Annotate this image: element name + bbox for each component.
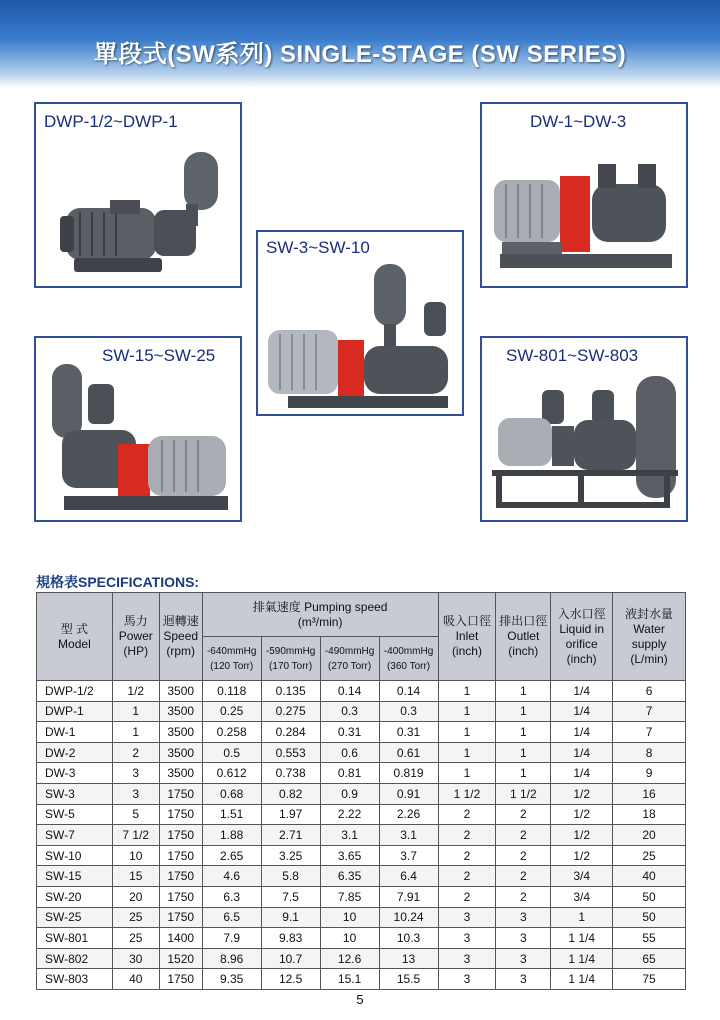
table-cell: 1/2 bbox=[551, 845, 613, 866]
table-cell: 0.258 bbox=[202, 722, 261, 743]
table-cell: 3.1 bbox=[379, 825, 438, 846]
product-label: DW-1~DW-3 bbox=[530, 112, 627, 131]
table-cell: 7 bbox=[613, 722, 686, 743]
table-cell: 6.5 bbox=[202, 907, 261, 928]
table-cell: 1750 bbox=[159, 969, 202, 990]
table-cell: 3 bbox=[438, 928, 496, 949]
header-pressure-640: -640mmHg (120 Torr) bbox=[202, 637, 261, 681]
table-cell: 25 bbox=[112, 928, 159, 949]
table-cell: 3 bbox=[496, 948, 551, 969]
table-cell: 3.65 bbox=[320, 845, 379, 866]
table-cell: 0.68 bbox=[202, 783, 261, 804]
table-cell: 1.51 bbox=[202, 804, 261, 825]
table-cell: 1 1/2 bbox=[438, 783, 496, 804]
table-cell: 1750 bbox=[159, 886, 202, 907]
table-cell: 30 bbox=[112, 948, 159, 969]
pump-illustration bbox=[44, 360, 238, 516]
table-cell: 1/2 bbox=[112, 681, 159, 702]
table-cell: 6.4 bbox=[379, 866, 438, 887]
table-cell: 40 bbox=[112, 969, 159, 990]
table-cell: 1.97 bbox=[261, 804, 320, 825]
model-cell: SW-7 bbox=[37, 825, 113, 846]
table-cell: 3.1 bbox=[320, 825, 379, 846]
table-cell: 1 bbox=[496, 681, 551, 702]
product-card-dwp bbox=[34, 102, 242, 288]
table-cell: 65 bbox=[613, 948, 686, 969]
header-outlet: 排出口徑 Outlet (inch) bbox=[496, 593, 551, 681]
table-cell: 0.284 bbox=[261, 722, 320, 743]
table-cell: 50 bbox=[613, 886, 686, 907]
table-cell: 1/4 bbox=[551, 763, 613, 784]
model-cell: SW-3 bbox=[37, 783, 113, 804]
table-cell: 3 bbox=[496, 907, 551, 928]
table-cell: 0.14 bbox=[379, 681, 438, 702]
table-cell: 1/2 bbox=[551, 825, 613, 846]
table-row bbox=[37, 886, 686, 907]
table-cell: 3 bbox=[438, 907, 496, 928]
model-cell: SW-10 bbox=[37, 845, 113, 866]
pump-illustration bbox=[56, 138, 236, 284]
table-cell: 0.9 bbox=[320, 783, 379, 804]
table-row bbox=[37, 928, 686, 949]
model-cell: DWP-1 bbox=[37, 701, 113, 722]
table-cell: 10 bbox=[320, 928, 379, 949]
product-card-dw bbox=[480, 102, 688, 288]
table-cell: 2 bbox=[496, 866, 551, 887]
table-cell: 0.91 bbox=[379, 783, 438, 804]
table-row bbox=[37, 783, 686, 804]
table-cell: 15.5 bbox=[379, 969, 438, 990]
table-cell: 3500 bbox=[159, 742, 202, 763]
table-cell: 2.26 bbox=[379, 804, 438, 825]
header-banner bbox=[0, 0, 720, 88]
table-cell: 0.135 bbox=[261, 681, 320, 702]
table-cell: 1 bbox=[551, 907, 613, 928]
header-water-supply: 液封水量 Water supply (L/min) bbox=[613, 593, 686, 681]
table-row bbox=[37, 969, 686, 990]
table-cell: 1/2 bbox=[551, 804, 613, 825]
table-cell: 40 bbox=[613, 866, 686, 887]
table-cell: 0.25 bbox=[202, 701, 261, 722]
table-cell: 2 bbox=[496, 886, 551, 907]
table-cell: 7.9 bbox=[202, 928, 261, 949]
table-cell: 3 bbox=[112, 763, 159, 784]
table-cell: 0.82 bbox=[261, 783, 320, 804]
model-cell: SW-801 bbox=[37, 928, 113, 949]
table-cell: 20 bbox=[112, 886, 159, 907]
table-cell: 9.83 bbox=[261, 928, 320, 949]
table-cell: 3/4 bbox=[551, 866, 613, 887]
table-cell: 4.6 bbox=[202, 866, 261, 887]
table-cell: 0.3 bbox=[379, 701, 438, 722]
table-cell: 1 bbox=[112, 701, 159, 722]
table-cell: 1520 bbox=[159, 948, 202, 969]
header-model: 型 式 Model bbox=[37, 593, 113, 681]
table-cell: 3.25 bbox=[261, 845, 320, 866]
page-title: 單段式(SW系列) SINGLE-STAGE (SW SERIES) bbox=[93, 41, 627, 68]
table-row bbox=[37, 722, 686, 743]
table-cell: 7 1/2 bbox=[112, 825, 159, 846]
table-cell: 1/4 bbox=[551, 742, 613, 763]
table-cell: 1750 bbox=[159, 804, 202, 825]
table-cell: 1/4 bbox=[551, 681, 613, 702]
specifications-heading: 規格表SPECIFICATIONS: bbox=[36, 574, 200, 590]
table-cell: 1 bbox=[112, 722, 159, 743]
table-cell: 10.7 bbox=[261, 948, 320, 969]
table-cell: 15 bbox=[112, 866, 159, 887]
specifications-table bbox=[36, 592, 686, 990]
table-cell: 2.71 bbox=[261, 825, 320, 846]
table-cell: 6.3 bbox=[202, 886, 261, 907]
header-pressure-490: -490mmHg (270 Torr) bbox=[320, 637, 379, 681]
table-cell: 1 1/4 bbox=[551, 928, 613, 949]
table-cell: 8.96 bbox=[202, 948, 261, 969]
table-cell: 1 bbox=[496, 722, 551, 743]
table-row bbox=[37, 948, 686, 969]
table-row bbox=[37, 681, 686, 702]
table-cell: 12.6 bbox=[320, 948, 379, 969]
table-cell: 1400 bbox=[159, 928, 202, 949]
header-liquid-in-orifice: 入水口徑 Liquid in orifice (inch) bbox=[551, 593, 613, 681]
table-cell: 1 bbox=[438, 722, 496, 743]
table-cell: 0.738 bbox=[261, 763, 320, 784]
table-cell: 10 bbox=[320, 907, 379, 928]
model-cell: DW-1 bbox=[37, 722, 113, 743]
table-cell: 7 bbox=[613, 701, 686, 722]
model-cell: DW-3 bbox=[37, 763, 113, 784]
table-cell: 2 bbox=[112, 742, 159, 763]
model-cell: SW-20 bbox=[37, 886, 113, 907]
header-pressure-590: -590mmHg (170 Torr) bbox=[261, 637, 320, 681]
table-cell: 1.88 bbox=[202, 825, 261, 846]
table-cell: 2 bbox=[496, 804, 551, 825]
table-cell: 1/4 bbox=[551, 722, 613, 743]
table-cell: 1 1/4 bbox=[551, 948, 613, 969]
product-card-sw15 bbox=[34, 336, 242, 522]
table-cell: 5 bbox=[112, 804, 159, 825]
table-cell: 2 bbox=[438, 886, 496, 907]
product-label: SW-801~SW-803 bbox=[506, 346, 639, 365]
table-cell: 3/4 bbox=[551, 886, 613, 907]
table-cell: 7.5 bbox=[261, 886, 320, 907]
table-cell: 13 bbox=[379, 948, 438, 969]
table-cell: 3 bbox=[438, 969, 496, 990]
specifications-body bbox=[37, 681, 686, 990]
table-cell: 0.14 bbox=[320, 681, 379, 702]
table-cell: 3 bbox=[496, 928, 551, 949]
table-cell: 0.275 bbox=[261, 701, 320, 722]
model-cell: DWP-1/2 bbox=[37, 681, 113, 702]
table-cell: 10.3 bbox=[379, 928, 438, 949]
table-cell: 2 bbox=[496, 825, 551, 846]
table-cell: 1 bbox=[438, 763, 496, 784]
table-cell: 0.819 bbox=[379, 763, 438, 784]
model-cell: DW-2 bbox=[37, 742, 113, 763]
table-cell: 3500 bbox=[159, 722, 202, 743]
model-cell: SW-25 bbox=[37, 907, 113, 928]
table-row bbox=[37, 825, 686, 846]
table-cell: 1 1/4 bbox=[551, 969, 613, 990]
table-cell: 6.35 bbox=[320, 866, 379, 887]
table-cell: 2 bbox=[438, 825, 496, 846]
table-cell: 1750 bbox=[159, 845, 202, 866]
table-cell: 7.91 bbox=[379, 886, 438, 907]
table-cell: 2 bbox=[438, 804, 496, 825]
table-cell: 8 bbox=[613, 742, 686, 763]
table-cell: 0.61 bbox=[379, 742, 438, 763]
table-cell: 3500 bbox=[159, 701, 202, 722]
pump-illustration bbox=[488, 368, 684, 518]
table-row bbox=[37, 763, 686, 784]
table-row bbox=[37, 701, 686, 722]
table-cell: 50 bbox=[613, 907, 686, 928]
table-cell: 25 bbox=[613, 845, 686, 866]
model-cell: SW-5 bbox=[37, 804, 113, 825]
table-cell: 25 bbox=[112, 907, 159, 928]
product-card-sw3 bbox=[256, 230, 464, 416]
table-cell: 15.1 bbox=[320, 969, 379, 990]
table-cell: 1750 bbox=[159, 907, 202, 928]
table-cell: 1750 bbox=[159, 825, 202, 846]
table-cell: 2.65 bbox=[202, 845, 261, 866]
table-cell: 2 bbox=[438, 845, 496, 866]
table-row bbox=[37, 907, 686, 928]
table-cell: 3500 bbox=[159, 681, 202, 702]
table-cell: 1 1/2 bbox=[496, 783, 551, 804]
table-cell: 18 bbox=[613, 804, 686, 825]
table-cell: 1/4 bbox=[551, 701, 613, 722]
table-cell: 75 bbox=[613, 969, 686, 990]
table-cell: 1 bbox=[496, 763, 551, 784]
table-cell: 1750 bbox=[159, 866, 202, 887]
table-cell: 55 bbox=[613, 928, 686, 949]
table-cell: 3 bbox=[112, 783, 159, 804]
table-cell: 10.24 bbox=[379, 907, 438, 928]
table-cell: 0.6 bbox=[320, 742, 379, 763]
table-cell: 12.5 bbox=[261, 969, 320, 990]
model-cell: SW-802 bbox=[37, 948, 113, 969]
model-cell: SW-15 bbox=[37, 866, 113, 887]
table-cell: 10 bbox=[112, 845, 159, 866]
product-card-sw801 bbox=[480, 336, 688, 522]
product-label: SW-15~SW-25 bbox=[102, 346, 216, 365]
header-inlet: 吸入口徑 Inlet (inch) bbox=[438, 593, 496, 681]
table-cell: 1 bbox=[438, 742, 496, 763]
table-cell: 7.85 bbox=[320, 886, 379, 907]
table-cell: 2.22 bbox=[320, 804, 379, 825]
table-cell: 3.7 bbox=[379, 845, 438, 866]
header-power: 馬力 Power (HP) bbox=[112, 593, 159, 681]
table-cell: 0.3 bbox=[320, 701, 379, 722]
table-cell: 2 bbox=[438, 866, 496, 887]
table-cell: 3 bbox=[496, 969, 551, 990]
table-cell: 1750 bbox=[159, 783, 202, 804]
table-row bbox=[37, 866, 686, 887]
product-label: SW-3~SW-10 bbox=[266, 238, 370, 257]
table-cell: 3500 bbox=[159, 763, 202, 784]
table-cell: 1 bbox=[496, 701, 551, 722]
page-number: 5 bbox=[356, 992, 364, 1007]
table-cell: 16 bbox=[613, 783, 686, 804]
table-cell: 0.81 bbox=[320, 763, 379, 784]
table-cell: 2 bbox=[496, 845, 551, 866]
pump-illustration bbox=[264, 260, 460, 412]
table-cell: 9 bbox=[613, 763, 686, 784]
table-cell: 1 bbox=[496, 742, 551, 763]
header-speed: 迴轉速 Speed (rpm) bbox=[159, 593, 202, 681]
table-cell: 1 bbox=[438, 681, 496, 702]
product-label: DWP-1/2~DWP-1 bbox=[44, 112, 178, 131]
table-row bbox=[37, 742, 686, 763]
table-cell: 3 bbox=[438, 948, 496, 969]
table-cell: 1 bbox=[438, 701, 496, 722]
table-cell: 0.612 bbox=[202, 763, 261, 784]
table-cell: 6 bbox=[613, 681, 686, 702]
table-cell: 0.553 bbox=[261, 742, 320, 763]
table-cell: 0.118 bbox=[202, 681, 261, 702]
table-row bbox=[37, 804, 686, 825]
pump-illustration bbox=[488, 154, 684, 274]
table-cell: 0.31 bbox=[379, 722, 438, 743]
header-pumping-speed: 排氣速度 Pumping speed (m³/min) bbox=[202, 593, 438, 637]
header-pressure-400: -400mmHg (360 Torr) bbox=[379, 637, 438, 681]
table-cell: 5.8 bbox=[261, 866, 320, 887]
table-cell: 1/2 bbox=[551, 783, 613, 804]
table-cell: 9.1 bbox=[261, 907, 320, 928]
table-cell: 9.35 bbox=[202, 969, 261, 990]
table-cell: 20 bbox=[613, 825, 686, 846]
table-cell: 0.31 bbox=[320, 722, 379, 743]
table-cell: 0.5 bbox=[202, 742, 261, 763]
model-cell: SW-803 bbox=[37, 969, 113, 990]
table-row bbox=[37, 845, 686, 866]
